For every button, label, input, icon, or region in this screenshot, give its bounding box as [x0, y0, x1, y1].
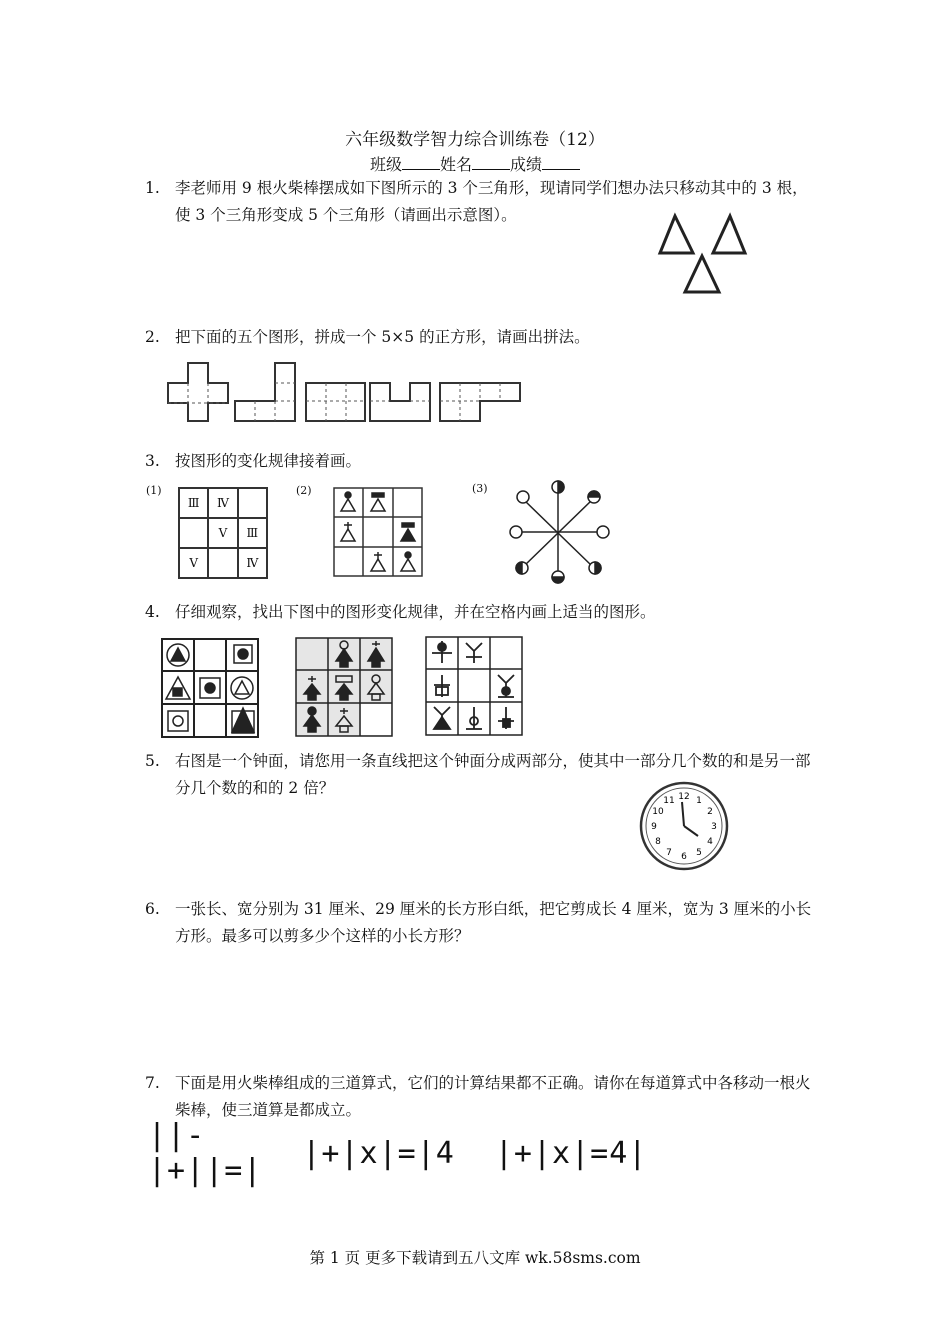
clock-number: 7 — [666, 847, 672, 858]
page-footer: 第 1 页 更多下载请到五八文库 wk.58sms.com — [309, 1249, 641, 1267]
symbol-grid-2 — [333, 487, 423, 577]
question-6 — [145, 896, 815, 950]
question-text: 右图是一个钟面，请您用一条直线把这个钟面分成两部分，使其中一部分几个数的和是另一部分几个数的和的 2 倍？ — [175, 752, 811, 797]
question-number: 7. — [145, 1074, 160, 1092]
matchstick-equation-3: |+|x|=4| — [494, 1135, 648, 1171]
shape-pattern-grid-1 — [160, 637, 260, 739]
grid-cell: Ⅳ — [238, 548, 267, 578]
three-triangles-figure — [655, 208, 750, 298]
question-text: 下面是用火柴棒组成的三道算式，它们的计算结果都不正确。请你在每道算式中各移动一根火柴棒，使三道算是都成立。 — [175, 1074, 811, 1119]
q3-label-1: (1) — [146, 484, 162, 497]
clock-number: 10 — [652, 807, 664, 817]
question-text: 一张长、宽分别为 31 厘米、29 厘米的长方形白纸，把它剪成长 4 厘米，宽为 3 厘米的小长方形。最多可以剪多少个这样的小长方形？ — [175, 900, 812, 945]
name-blank — [472, 155, 510, 170]
star-circle-pattern — [510, 480, 610, 585]
matchstick-equations — [148, 1118, 648, 1188]
clock-number: 1 — [696, 796, 702, 807]
q3-label-3: (3) — [472, 482, 488, 495]
question-text: 仔细观察，找出下图中的图形变化规律，并在空格内画上适当的图形。 — [175, 603, 656, 621]
grid-cell: Ⅲ — [238, 518, 267, 548]
grid-cell — [179, 518, 208, 548]
question-number: 6. — [145, 900, 160, 918]
clock-number: 6 — [681, 852, 687, 862]
clock-number: 9 — [651, 822, 657, 832]
clock-number: 11 — [663, 796, 675, 807]
question-4 — [145, 599, 815, 626]
question-text: 李老师用 9 根火柴棒摆成如下图所示的 3 个三角形，现请同学们想办法只移动其中的 3 根，使 3 个三角形变成 5 个三角形（请画出示意图）。 — [175, 179, 808, 224]
clock-number: 12 — [678, 792, 690, 802]
clock-number: 3 — [711, 822, 717, 832]
roman-numeral-grid — [178, 487, 268, 579]
shape-pattern-grid-2 — [294, 636, 394, 738]
clock-number: 4 — [707, 837, 713, 847]
clock-number: 2 — [707, 807, 713, 817]
clock-face — [638, 780, 730, 872]
question-number: 5. — [145, 752, 160, 770]
score-blank — [542, 155, 580, 170]
q3-label-2: (2) — [296, 484, 312, 497]
question-number: 3. — [145, 452, 160, 470]
clock-number: 8 — [655, 837, 661, 847]
question-2 — [145, 324, 815, 351]
grid-cell: Ⅴ — [179, 548, 208, 578]
class-label: 班级 — [369, 155, 402, 174]
class-blank — [402, 155, 440, 170]
matchstick-equation-1: ||-|+||=| — [148, 1118, 263, 1188]
matchstick-equation-2: |+|x|=|4 — [302, 1135, 455, 1171]
grid-cell: Ⅳ — [208, 488, 237, 518]
question-3 — [145, 448, 815, 475]
question-number: 2. — [145, 328, 160, 346]
question-7 — [145, 1070, 815, 1124]
question-number: 4. — [145, 603, 160, 621]
grid-cell — [238, 488, 267, 518]
grid-cell — [208, 548, 237, 578]
grid-cell: Ⅲ — [179, 488, 208, 518]
clock-number: 5 — [696, 847, 702, 858]
question-number: 1. — [145, 179, 160, 197]
shape-pattern-grid-3 — [424, 635, 524, 737]
grid-cell: Ⅴ — [208, 518, 237, 548]
question-text: 按图形的变化规律接着画。 — [175, 452, 362, 470]
five-pentomino-shapes — [160, 355, 530, 425]
name-label: 姓名 — [439, 155, 472, 174]
page-title: 六年级数学智力综合训练卷（12） — [345, 130, 605, 150]
student-info-line — [0, 152, 950, 175]
question-text: 把下面的五个图形，拼成一个 5×5 的正方形，请画出拼法。 — [175, 328, 590, 346]
score-label: 成绩 — [510, 155, 543, 174]
